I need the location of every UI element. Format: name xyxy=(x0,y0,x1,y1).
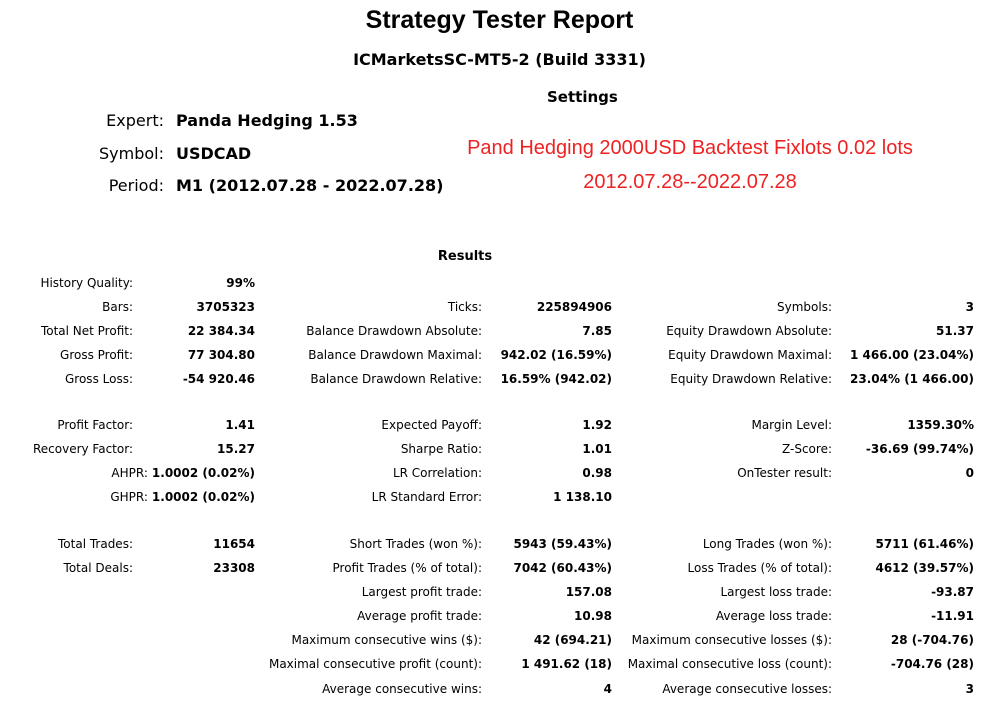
results-row xyxy=(0,442,999,460)
loss-trades-value: 4612 (39.57%) xyxy=(875,561,974,575)
largest-profit-trade-label: Largest profit trade: xyxy=(361,585,482,599)
profit-factor-label: Profit Factor: xyxy=(57,418,133,432)
recovery-factor-value: 15.27 xyxy=(217,442,255,456)
margin-level-label: Margin Level: xyxy=(751,418,832,432)
avg-consec-losses-value: 3 xyxy=(965,682,974,696)
setting-value: USDCAD xyxy=(176,144,252,163)
lr-correlation-label: LR Correlation: xyxy=(392,466,482,480)
total-trades-value: 11654 xyxy=(213,537,255,551)
margin-level-value: 1359.30% xyxy=(907,418,974,432)
ahpr-value: 1.0002 (0.02%) xyxy=(151,466,255,480)
results-row xyxy=(0,300,999,318)
total-net-profit-value: 22 384.34 xyxy=(187,324,255,338)
ontester-result-label: OnTester result: xyxy=(737,466,832,480)
total-trades-label: Total Trades: xyxy=(58,537,133,551)
setting-expert xyxy=(0,111,999,135)
profit-trades-value: 7042 (60.43%) xyxy=(513,561,612,575)
results-row xyxy=(0,276,999,294)
avg-consec-losses-label: Average consecutive losses: xyxy=(662,682,832,696)
average-loss-trade-value: -11.91 xyxy=(931,609,974,623)
balance-dd-rel-label: Balance Drawdown Relative: xyxy=(310,372,482,386)
total-net-profit-label: Total Net Profit: xyxy=(40,324,133,338)
ahpr-cell xyxy=(111,466,255,480)
profit-trades-label: Profit Trades (% of total): xyxy=(332,561,482,575)
short-trades-value: 5943 (59.43%) xyxy=(513,537,612,551)
results-row xyxy=(0,682,999,700)
results-row xyxy=(0,466,999,484)
equity-dd-abs-label: Equity Drawdown Absolute: xyxy=(666,324,832,338)
sharpe-ratio-value: 1.01 xyxy=(582,442,612,456)
max-consec-wins-value: 42 (694.21) xyxy=(533,633,612,647)
equity-dd-rel-label: Equity Drawdown Relative: xyxy=(670,372,832,386)
report-subtitle: ICMarketsSC-MT5-2 (Build 3331) xyxy=(353,50,646,69)
total-deals-value: 23308 xyxy=(213,561,255,575)
average-profit-trade-value: 10.98 xyxy=(574,609,612,623)
symbols-label: Symbols: xyxy=(777,300,832,314)
results-row xyxy=(0,657,999,675)
results-row xyxy=(0,561,999,579)
max-consec-losses-value: 28 (-704.76) xyxy=(890,633,974,647)
average-loss-trade-label: Average loss trade: xyxy=(715,609,832,623)
expected-payoff-label: Expected Payoff: xyxy=(381,418,482,432)
ghpr-cell xyxy=(110,490,255,504)
maximal-consec-loss-value: -704.76 (28) xyxy=(890,657,974,671)
avg-consec-wins-label: Average consecutive wins: xyxy=(322,682,482,696)
short-trades-label: Short Trades (won %): xyxy=(349,537,482,551)
maximal-consec-profit-label: Maximal consecutive profit (count): xyxy=(268,657,482,671)
total-deals-label: Total Deals: xyxy=(63,561,133,575)
results-row xyxy=(0,490,999,508)
balance-dd-abs-label: Balance Drawdown Absolute: xyxy=(306,324,482,338)
z-score-label: Z-Score: xyxy=(782,442,832,456)
gross-loss-label: Gross Loss: xyxy=(65,372,133,386)
gross-loss-value: -54 920.46 xyxy=(182,372,255,386)
equity-dd-max-label: Equity Drawdown Maximal: xyxy=(668,348,832,362)
max-consec-losses-label: Maximum consecutive losses ($): xyxy=(631,633,832,647)
setting-value: Panda Hedging 1.53 xyxy=(176,111,358,130)
ticks-value: 225894906 xyxy=(536,300,612,314)
setting-label: Expert: xyxy=(106,111,164,130)
settings-heading: Settings xyxy=(547,88,618,105)
balance-dd-abs-value: 7.85 xyxy=(582,324,612,338)
history-quality-label: History Quality: xyxy=(40,276,133,290)
results-row xyxy=(0,372,999,390)
ghpr-value: 1.0002 (0.02%) xyxy=(151,490,255,504)
setting-label: Symbol: xyxy=(99,144,164,163)
largest-profit-trade-value: 157.08 xyxy=(565,585,612,599)
long-trades-label: Long Trades (won %): xyxy=(702,537,832,551)
ticks-label: Ticks: xyxy=(447,300,482,314)
expected-payoff-value: 1.92 xyxy=(582,418,612,432)
long-trades-value: 5711 (61.46%) xyxy=(875,537,974,551)
balance-dd-rel-value: 16.59% (942.02) xyxy=(500,372,612,386)
lr-std-error-value: 1 138.10 xyxy=(553,490,612,504)
avg-consec-wins-value: 4 xyxy=(603,682,612,696)
gross-profit-label: Gross Profit: xyxy=(60,348,133,362)
equity-dd-rel-value: 23.04% (1 466.00) xyxy=(850,372,974,386)
bars-label: Bars: xyxy=(102,300,133,314)
maximal-consec-loss-label: Maximal consecutive loss (count): xyxy=(627,657,832,671)
results-heading: Results xyxy=(437,249,493,264)
annotation-line-2: 2012.07.28--2022.07.28 xyxy=(583,171,797,193)
results-row xyxy=(0,348,999,366)
setting-label: Period: xyxy=(108,176,164,195)
z-score-value: -36.69 (99.74%) xyxy=(865,442,974,456)
ontester-result-value: 0 xyxy=(965,466,974,480)
results-row xyxy=(0,418,999,436)
lr-correlation-value: 0.98 xyxy=(582,466,612,480)
balance-dd-max-value: 942.02 (16.59%) xyxy=(500,348,612,362)
max-consec-wins-label: Maximum consecutive wins ($): xyxy=(291,633,482,647)
recovery-factor-label: Recovery Factor: xyxy=(32,442,133,456)
results-row xyxy=(0,609,999,627)
loss-trades-label: Loss Trades (% of total): xyxy=(687,561,832,575)
setting-value: M1 (2012.07.28 - 2022.07.28) xyxy=(176,176,444,195)
equity-dd-max-value: 1 466.00 (23.04%) xyxy=(850,348,974,362)
lr-std-error-label: LR Standard Error: xyxy=(371,490,482,504)
largest-loss-trade-value: -93.87 xyxy=(931,585,974,599)
balance-dd-max-label: Balance Drawdown Maximal: xyxy=(308,348,482,362)
profit-factor-value: 1.41 xyxy=(225,418,255,432)
results-row xyxy=(0,537,999,555)
sharpe-ratio-label: Sharpe Ratio: xyxy=(400,442,482,456)
maximal-consec-profit-value: 1 491.62 (18) xyxy=(521,657,612,671)
gross-profit-value: 77 304.80 xyxy=(187,348,255,362)
results-row xyxy=(0,633,999,651)
bars-value: 3705323 xyxy=(196,300,255,314)
history-quality-value: 99% xyxy=(226,276,255,290)
equity-dd-abs-value: 51.37 xyxy=(936,324,974,338)
average-profit-trade-label: Average profit trade: xyxy=(357,609,482,623)
results-row xyxy=(0,585,999,603)
report-title: Strategy Tester Report xyxy=(365,6,634,34)
annotation-line-1: Pand Hedging 2000USD Backtest Fixlots 0.02 lots xyxy=(467,137,913,159)
largest-loss-trade-label: Largest loss trade: xyxy=(720,585,832,599)
ahpr-label: AHPR: xyxy=(111,466,148,480)
results-row xyxy=(0,324,999,342)
symbols-value: 3 xyxy=(965,300,974,314)
ghpr-label: GHPR: xyxy=(110,490,148,504)
